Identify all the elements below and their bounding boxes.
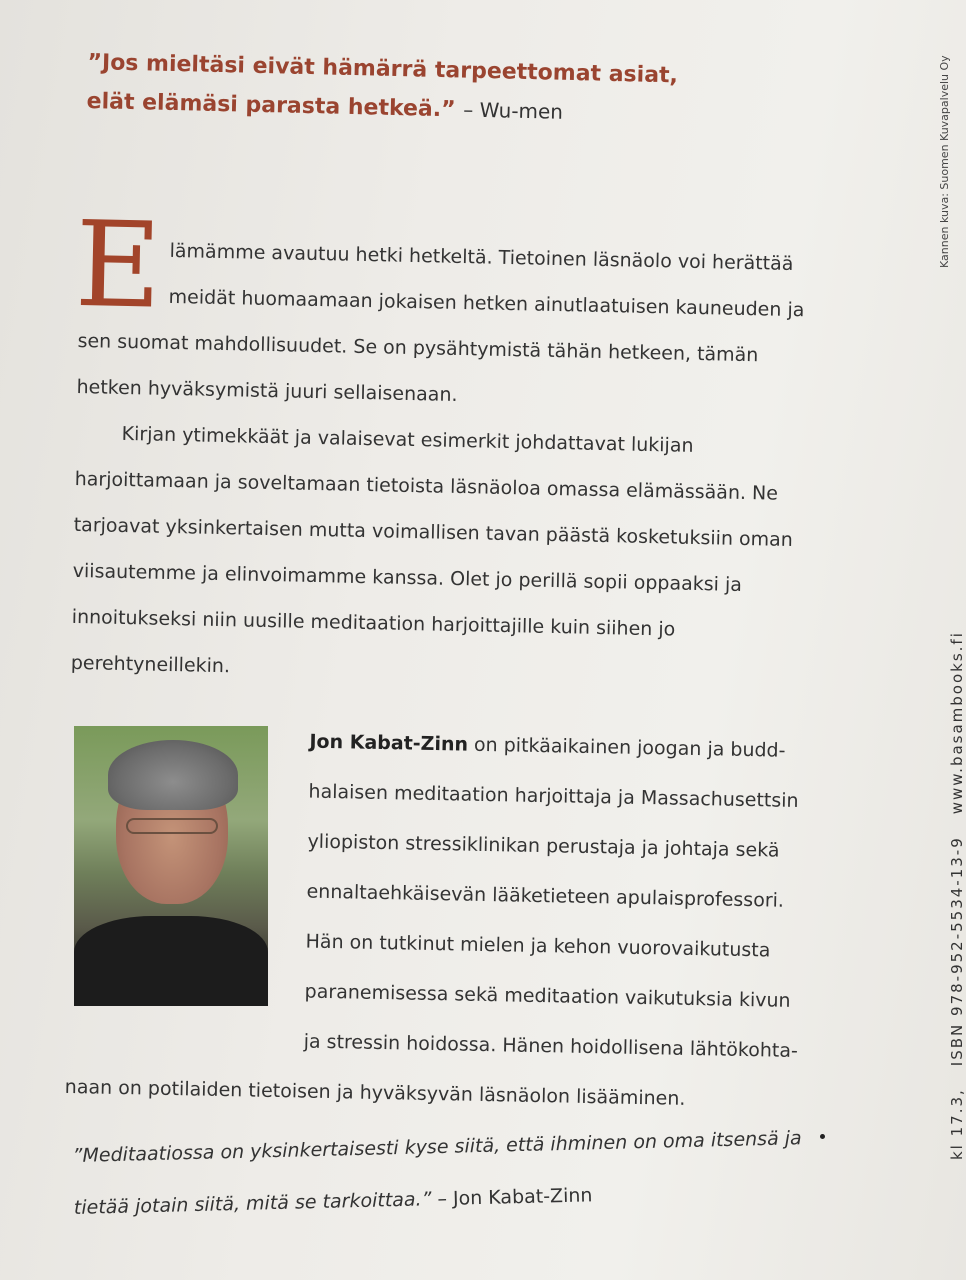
isbn: ISBN 978-952-5534-13-9 [948, 836, 966, 1067]
author-name: Jon Kabat-Zinn [309, 730, 469, 756]
bio-line-4: ennaltaehkäisevän lääketieteen apulaisprofessori. [306, 880, 785, 912]
bio-line-6: paranemisessa sekä meditaation vaikutuksia kivun [304, 980, 791, 1012]
bottom-quote-attribution: – Jon Kabat-Zinn [431, 1184, 593, 1211]
bio-line-2: halaisen meditaation harjoittaja ja Massachusettsin [308, 780, 799, 812]
top-quote-attribution: – Wu-men [462, 97, 564, 124]
drop-cap: E [73, 194, 163, 335]
paragraph-1-text: lämämme avautuu hetki hetkeltä. Tietoinen läsnäolo voi herättää meidät huomaamaan jokaisen hetken ainutlaatuisen kauneuden ja sen suomat mahdollisuudet. Se on pysähtymistä tähän hetkeen, tämän hetken hyväksymistä juuri sellaisenaan. [76, 239, 805, 406]
description [70, 194, 809, 701]
bio-line-7: ja stressin hoidossa. Hänen hoidollisena lähtökohta- [303, 1030, 799, 1062]
top-quote-line2: elät elämäsi parasta hetkeä.” [86, 88, 456, 123]
top-quote-line1: ”Jos mieltäsi eivät hämärrä tarpeettomat asiat, [87, 49, 679, 89]
description-paragraph-1 [73, 194, 810, 425]
classification-code: kl 17.3, [948, 1088, 966, 1160]
bio-line-1: on pitkäaikainen joogan ja budd- [467, 733, 786, 762]
spine-info [948, 609, 966, 1160]
top-quote [86, 44, 808, 137]
bottom-quote-line1: ”Meditaatiossa on yksinkertaisesti kyse siitä, että ihminen on oma itsensä ja [72, 1127, 802, 1167]
bio-line-8: naan on potilaiden tietoisen ja hyväksyvän läsnäolon lisääminen. [64, 1075, 686, 1110]
ink-dot [820, 1134, 825, 1139]
description-paragraph-2: Kirjan ytimekkäät ja valaisevat esimerkit johdattavat lukijan harjoittamaan ja soveltamaan tietoista läsnäoloa omassa elämässään. Ne tarjoavat yksinkertaisen mutta voimallisen tavan päästä kosketuksiin oman viisautemme ja elinvoimamme kanssa. Olet jo perillä sopii oppaaksi ja innoitukseksi niin uusille meditaation harjoittajille kuin siihen jo perehtyneillekin. [70, 422, 794, 678]
bottom-quote [72, 1112, 814, 1234]
bio-line-5: Hän on tutkinut mielen ja kehon vuorovaikutusta [305, 930, 771, 962]
bio-line-3: yliopiston stressiklinikan perustaja ja johtaja sekä [307, 830, 780, 862]
author-bio [64, 712, 812, 1126]
bottom-quote-line2: tietää jotain siitä, mitä se tarkoittaa.” [73, 1188, 432, 1219]
website-link: www.basambooks.fi [948, 631, 966, 815]
cover-photo-credit: Kannen kuva: Suomen Kuvapalvelu Oy [938, 55, 951, 268]
